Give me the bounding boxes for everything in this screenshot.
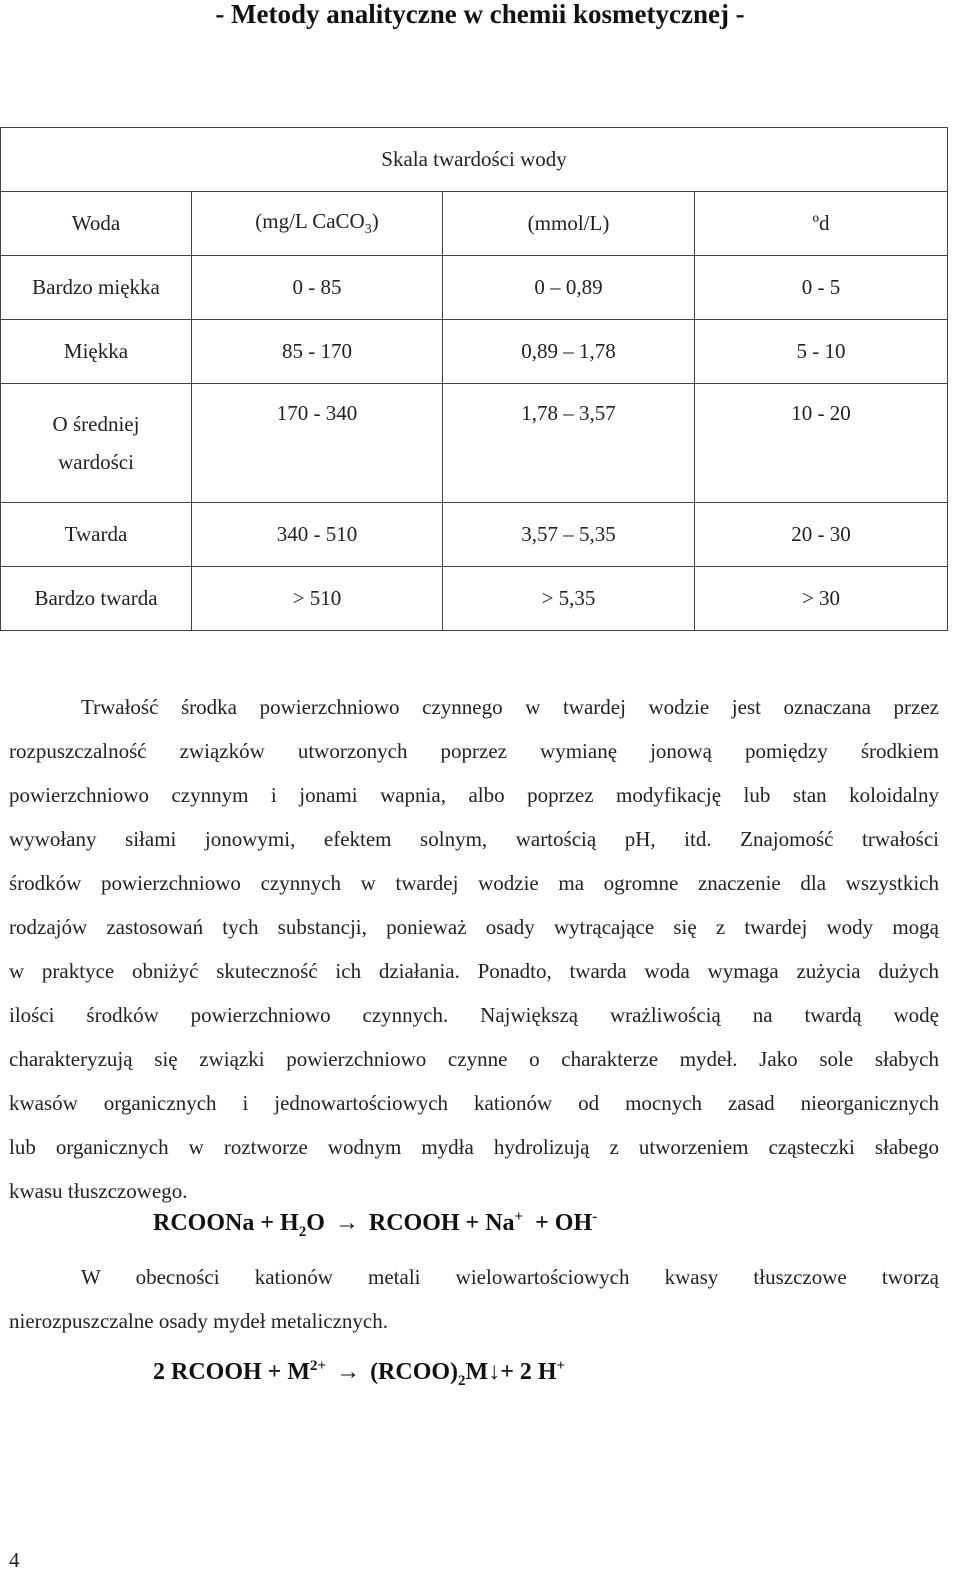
table-cell: 0 – 0,89 — [443, 256, 695, 320]
equation-part: (RCOO) — [370, 1359, 459, 1385]
table-cell: > 30 — [695, 567, 948, 631]
body-paragraph-hardness — [9, 685, 939, 1213]
equation-superscript: 2+ — [310, 1358, 327, 1374]
column-header-water: Woda — [1, 192, 192, 256]
column-header-mmol: (mmol/L) — [443, 192, 695, 256]
table-cell: 0 - 85 — [192, 256, 443, 320]
paragraph-line: W obecności kationów metali wielowartościowych kwasy tłuszczowe tworzą — [81, 1265, 939, 1289]
table-cell: > 5,35 — [443, 567, 695, 631]
paragraph-line: rozpuszczalność związków utworzonych poprzez wymianę jonową pomiędzy środkiem — [9, 739, 939, 763]
paragraph-line: lub organicznych w roztworze wodnym mydła hydrolizują z utworzeniem cząsteczki słabego — [9, 1135, 939, 1159]
table-cell: 85 - 170 — [192, 320, 443, 384]
table-row — [1, 503, 948, 567]
table-row — [1, 256, 948, 320]
equation-part: 2 RCOOH + M — [153, 1359, 310, 1385]
reaction-arrow-icon: → — [334, 1210, 359, 1236]
equation-metal-soap-precipitation — [153, 1358, 565, 1390]
water-hardness-table — [0, 127, 948, 631]
table-cell-line: O średniej — [52, 412, 140, 436]
equation-part: RCOOH + Na — [368, 1210, 515, 1236]
body-paragraph-metal-soaps — [9, 1255, 939, 1343]
table-cell: Miękka — [1, 320, 192, 384]
paragraph-line: ilości środków powierzchniowo czynnych. Największą wrażliwością na twardą wodę — [9, 1003, 939, 1027]
table-cell: Bardzo twarda — [1, 567, 192, 631]
paragraph-line: kwasów organicznych i jednowartościowych kationów od mocnych zasad nieorganicznych — [9, 1091, 939, 1115]
paragraph-line: rodzajów zastosowań tych substancji, ponieważ osady wytrącające się z twardej wody mogą — [9, 915, 939, 939]
column-header-mg-caco3 — [192, 192, 443, 256]
table-row — [1, 567, 948, 631]
column-header-degrees: ºd — [695, 192, 948, 256]
precipitate-down-arrow-icon: ↓ — [488, 1359, 501, 1385]
equation-soap-hydrolysis — [153, 1209, 597, 1241]
column-header-close-paren: ) — [371, 208, 379, 233]
equation-part: O — [306, 1210, 325, 1236]
table-cell: Twarda — [1, 503, 192, 567]
table-cell: 5 - 10 — [695, 320, 948, 384]
table-header-row — [1, 192, 948, 256]
table-cell — [1, 384, 192, 503]
table-cell: 1,78 – 3,57 — [443, 384, 695, 503]
table-cell-line: wardości — [58, 450, 134, 474]
equation-superscript: + — [514, 1209, 524, 1225]
equation-part: RCOONa + H — [153, 1210, 299, 1236]
table-title: Skala twardości wody — [1, 128, 948, 192]
table-cell: 340 - 510 — [192, 503, 443, 567]
page-number: 4 — [9, 1548, 20, 1572]
paragraph-line: w praktyce obniżyć skuteczność ich działania. Ponadto, twarda woda wymaga zużycia dużych — [9, 959, 939, 983]
table-cell: 170 - 340 — [192, 384, 443, 503]
paragraph-line: kwasu tłuszczowego. — [9, 1179, 188, 1203]
page-header-title: - Metody analityczne w chemii kosmetycznej - — [215, 0, 745, 29]
table-row — [1, 384, 948, 503]
table-title-row — [1, 128, 948, 192]
column-header-subscript: 3 — [364, 222, 372, 238]
paragraph-line: środków powierzchniowo czynnych w twardej wodzie ma ogromne znaczenie dla wszystkich — [9, 871, 939, 895]
equation-part: M — [465, 1359, 489, 1385]
table-row — [1, 320, 948, 384]
table-cell: 10 - 20 — [695, 384, 948, 503]
equation-subscript: 2 — [458, 1372, 466, 1389]
table-cell: Bardzo miękka — [1, 256, 192, 320]
equation-superscript: + — [556, 1358, 566, 1374]
table-cell: 20 - 30 — [695, 503, 948, 567]
table-cell: 0 - 5 — [695, 256, 948, 320]
reaction-arrow-icon: → — [336, 1359, 361, 1385]
equation-subscript: 2 — [298, 1223, 307, 1240]
paragraph-line: nierozpuszczalne osady mydeł metalicznych. — [9, 1309, 389, 1333]
equation-superscript: - — [592, 1209, 598, 1225]
paragraph-line: charakteryzują się związki powierzchniowo czynne o charakterze mydeł. Jako sole słabych — [9, 1047, 939, 1071]
equation-part: + OH — [535, 1210, 593, 1236]
table-cell: 3,57 – 5,35 — [443, 503, 695, 567]
paragraph-line: Trwałość środka powierzchniowo czynnego w twardej wodzie jest oznaczana przez — [81, 695, 939, 719]
equation-part: + 2 H — [500, 1359, 557, 1385]
table-cell: 0,89 – 1,78 — [443, 320, 695, 384]
paragraph-line: powierzchniowo czynnym i jonami wapnia, albo poprzez modyfikację lub stan koloidalny — [9, 783, 939, 807]
table-cell: > 510 — [192, 567, 443, 631]
paragraph-line: wywołany siłami jonowymi, efektem solnym, wartością pH, itd. Znajomość trwałości — [9, 827, 939, 851]
column-header-mg-caco3-text: (mg/L CaCO — [255, 208, 365, 233]
